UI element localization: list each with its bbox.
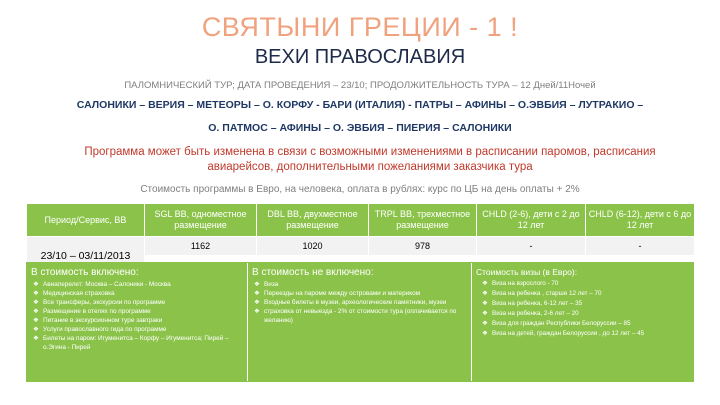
included-list	[31, 280, 243, 352]
list-item: ❖ Виза	[254, 281, 279, 288]
list-item: ❖ Виза для граждан Республики Белоруссии – 85	[482, 320, 631, 327]
visa-title: Стоимость визы (в Евро):	[476, 267, 578, 277]
table-cell-trpl: 978	[369, 237, 477, 256]
table-cell-chld-2-6: -	[477, 237, 586, 256]
schedule-notice: Программа может быть изменена в связи с возможными изменениями в расписании паромов, расписания авиарейсов, дополнительными пожеланиями заказчика тура	[84, 146, 656, 173]
list-item: ❖ Услуги православного гида по программе	[33, 326, 167, 333]
visa-list	[476, 279, 689, 339]
table-row	[27, 237, 695, 256]
price-table-header-row	[27, 204, 695, 237]
header-dbl: DBL ВВ, двухместное размещение	[257, 204, 369, 237]
diamond-bullet-icon: ❖	[482, 300, 488, 307]
list-item: ❖ Размещение в отелях по программе	[33, 308, 151, 315]
list-item: ❖ Авиаперелет: Москва – Салоники - Москва	[33, 281, 171, 288]
included-title: В стоимость включено:	[31, 267, 139, 278]
header-chld-6-12: CHLD (6-12), дети с 6 до 12 лет	[586, 204, 695, 237]
diamond-bullet-icon: ❖	[482, 280, 488, 287]
diamond-bullet-icon: ❖	[254, 290, 260, 297]
visa-panel	[472, 263, 693, 381]
header-trpl: TRPL ВВ, трехместное размещение	[369, 204, 477, 237]
list-item: ❖ Медицинская страховка	[33, 290, 115, 297]
route-line-1: САЛОНИКИ – ВЕРИЯ – МЕТЕОРЫ – О. КОРФУ - БАРИ (ИТАЛИЯ) - ПАТРЫ – АФИНЫ – О.ЭВБИЯ – ЛУТРАКИО –	[76, 99, 644, 111]
diamond-bullet-icon: ❖	[482, 330, 488, 337]
table-cell-dbl: 1020	[257, 237, 369, 256]
list-item: ❖ Переезды на пароме между островами и материком	[254, 290, 421, 297]
page-subtitle: ВЕХИ ПРАВОСЛАВИЯ	[254, 46, 466, 68]
diamond-bullet-icon: ❖	[33, 317, 39, 324]
page-title: СВЯТЫНИ ГРЕЦИИ - 1 !	[201, 12, 519, 42]
diamond-bullet-icon: ❖	[33, 290, 39, 297]
diamond-bullet-icon: ❖	[482, 290, 488, 297]
price-note: Стоимость программы в Евро, на человека, оплата в рублях: курс по ЦБ на день оплаты + 2%	[140, 184, 580, 195]
diamond-bullet-icon: ❖	[33, 281, 39, 288]
diamond-bullet-icon: ❖	[33, 335, 39, 342]
list-item: ❖ Виза на ребенка , старше 12 лет – 70	[482, 290, 602, 297]
not-included-title: В стоимость не включено:	[252, 267, 374, 278]
table-cell-period: 23/10 – 03/11/2013	[27, 237, 145, 275]
list-item: ❖ Виза на ребенка, 2-6 лет – 20	[482, 310, 579, 317]
list-item: ❖ Билеты на паром: Игуменитса – Корфу – Игуменитса; Пирей – о.Эгина - Пирей	[33, 335, 229, 351]
list-item: ❖ Виза на взрослого - 70	[482, 280, 559, 287]
list-item: ❖ Виза на ребенка, 6-12 лет – 35	[482, 300, 583, 307]
not-included-list	[252, 280, 467, 325]
tour-info: ПАЛОМНИЧЕСКИЙ ТУР; ДАТА ПРОВЕДЕНИЯ – 23/10; ПРОДОЛЖИТЕЛЬНОСТЬ ТУРА – 12 Дней/11Ночей	[124, 80, 596, 91]
table-cell-chld-6-12: -	[586, 237, 695, 256]
diamond-bullet-icon: ❖	[482, 310, 488, 317]
route-line-2: О. ПАТМОС – АФИНЫ – О. ЭВБИЯ – ПИЕРИЯ – САЛОНИКИ	[208, 122, 512, 134]
info-panels	[26, 262, 694, 382]
diamond-bullet-icon: ❖	[33, 326, 39, 333]
diamond-bullet-icon: ❖	[33, 308, 39, 315]
diamond-bullet-icon: ❖	[33, 299, 39, 306]
diamond-bullet-icon: ❖	[254, 299, 260, 306]
list-item: ❖ Все трансферы, экскурсии по программе	[33, 299, 166, 306]
included-panel	[27, 263, 248, 381]
diamond-bullet-icon: ❖	[254, 281, 260, 288]
list-item: ❖ Питание в экскурсионном туре завтраки	[33, 317, 163, 324]
not-included-panel	[248, 263, 472, 381]
diamond-bullet-icon: ❖	[482, 320, 488, 327]
table-cell-sgl: 1162	[145, 237, 257, 256]
diamond-bullet-icon: ❖	[254, 308, 260, 315]
list-item: ❖ Виза на детей, граждан Белоруссии , до 12 лет – 45	[482, 330, 645, 337]
header-sgl: SGL ВВ, одноместное размещение	[145, 204, 257, 237]
header-period: Период/Сервис, ВВ	[27, 204, 145, 237]
header-chld-2-6: CHLD (2-6), дети с 2 до 12 лет	[477, 204, 586, 237]
list-item: ❖ Входные билеты в музеи, археологические памятники, музеи	[254, 299, 447, 306]
list-item: ❖ страховка от невыезда - 2% от стоимости тура (оплачивается по желанию)	[254, 308, 457, 324]
